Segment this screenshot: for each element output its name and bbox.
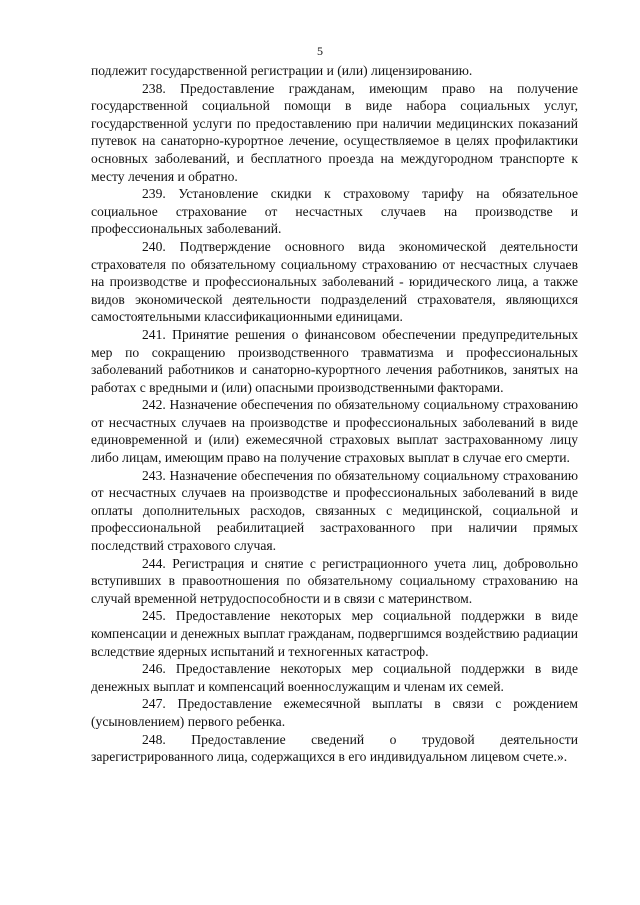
list-item-240: 240. Подтверждение основного вида экономической деятельности страхователя по обязательному социальному страхованию от несчастных случаев на производстве и профессиональных заболеваний - юридического лица, а также видов экономической деятельности подразделений страхователя, являющихся самостоятельными классификационными единицами. <box>91 238 578 325</box>
list-item-238: 238. Предоставление гражданам, имеющим право на получение государственной социальной помощи в виде набора социальных услуг, государственной услуги по предоставлению при наличии медицинских показаний путевок на санаторно-курортное лечение, осуществляемое в целях профилактики основных заболеваний, и бесплатного проезда на междугородном транспорте к месту лечения и обратно. <box>91 80 578 184</box>
list-item-244: 244. Регистрация и снятие с регистрационного учета лиц, добровольно вступивших в правоотношения по обязательному социальному страхованию на случай временной нетрудоспособности и в связи с материнством. <box>91 555 578 606</box>
list-item-243: 243. Назначение обеспечения по обязательному социальному страхованию от несчастных случаев на производстве и профессиональных заболеваний в виде оплаты дополнительных расходов, связанных с медицинской, социальной и профессиональной реабилитацией застрахованного при наличии прямых последствий страхового случая. <box>91 467 578 554</box>
document-body <box>91 62 578 766</box>
list-item-242: 242. Назначение обеспечения по обязательному социальному страхованию от несчастных случаев на производстве и профессиональных заболеваний в виде единовременной и (или) ежемесячной страховых выплат застрахованному лицу либо лицам, имеющим право на получение страховых выплат в случае его смерти. <box>91 397 578 466</box>
list-item-247: 247. Предоставление ежемесячной выплаты в связи с рождением (усыновлением) первого ребенка. <box>91 696 578 729</box>
list-item-241: 241. Принятие решения о финансовом обеспечении предупредительных мер по сокращению производственного травматизма и профессиональных заболеваний работников и санаторно-курортного лечения работников, занятых на работах с вредными и (или) опасными производственными факторами. <box>91 326 578 395</box>
list-item-246: 246. Предоставление некоторых мер социальной поддержки в виде денежных выплат и компенсаций военнослужащим и членам их семей. <box>91 661 578 694</box>
list-item-248: 248. Предоставление сведений о трудовой деятельности зарегистрированного лица, содержащихся в его индивидуальном лицевом счете.». <box>91 731 578 765</box>
continuation-paragraph: подлежит государственной регистрации и (или) лицензированию. <box>91 63 473 78</box>
page-number: 5 <box>317 44 323 58</box>
list-item-239: 239. Установление скидки к страховому тарифу на обязательное социальное страхование от несчастных случаев на производстве и профессиональных заболеваний. <box>91 186 578 237</box>
list-item-245: 245. Предоставление некоторых мер социальной поддержки в виде компенсации и денежных выплат гражданам, подвергшимся воздействию радиации вследствие ядерных испытаний и техногенных катастроф. <box>91 608 578 659</box>
